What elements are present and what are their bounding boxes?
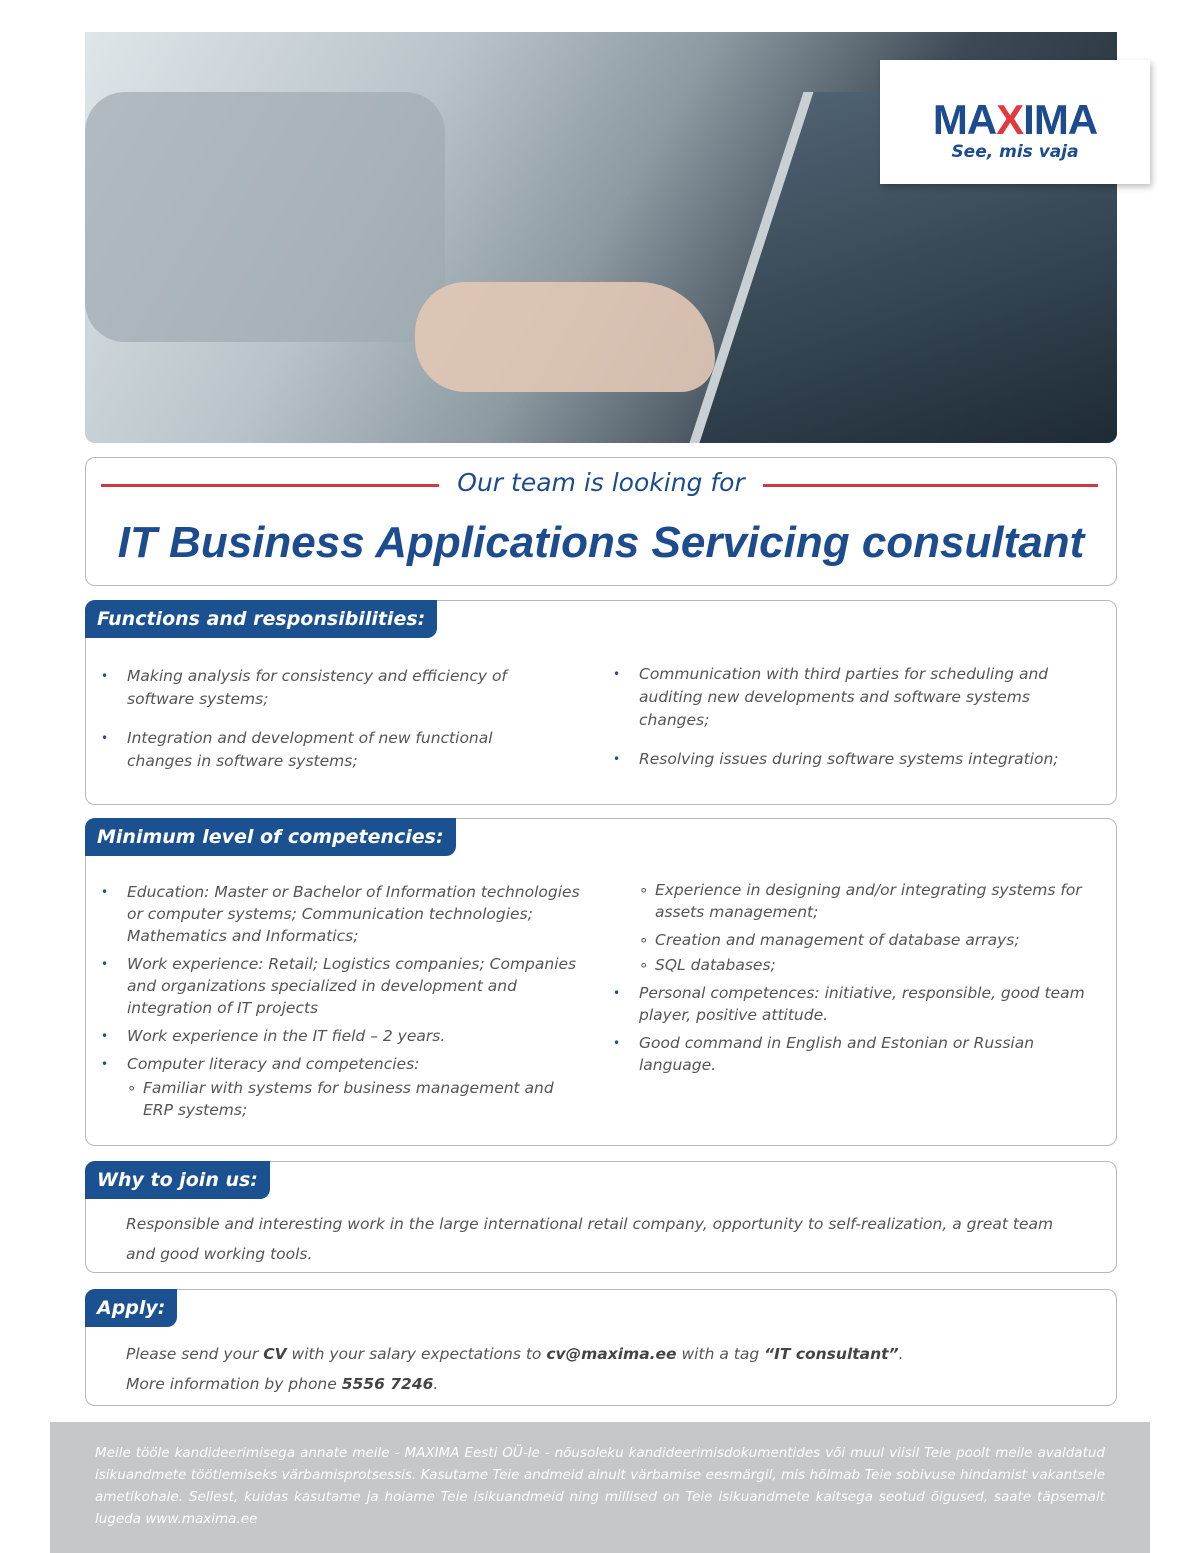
tag-label: “IT consultant”: [764, 1345, 899, 1363]
list-item: • Making analysis for consistency and efficiency of software systems;: [101, 665, 561, 711]
photo-sleeve: [85, 92, 445, 342]
title-box: [85, 457, 1117, 586]
list-item: • Computer literacy and competencies:: [101, 1053, 581, 1075]
list-item: • Work experience in the IT field – 2 years.: [101, 1025, 581, 1047]
list-item: • Education: Master or Bachelor of Information technologies or computer systems; Communication technologies; Mathematics and Informatics;: [101, 881, 581, 947]
sub-list-item: ∘ Familiar with systems for business management and ERP systems;: [101, 1077, 581, 1121]
phone-number: 5556 7246: [341, 1375, 434, 1393]
list-item: • Good command in English and Estonian or Russian language.: [613, 1032, 1103, 1076]
job-title: IT Business Applications Servicing consultant: [117, 518, 1085, 567]
functions-left: [101, 665, 561, 789]
cv-label: CV: [263, 1345, 287, 1363]
list-item: • Personal competences: initiative, responsible, good team player, positive attitude.: [613, 982, 1103, 1026]
competencies-right: [613, 879, 1103, 1082]
why-text: Responsible and interesting work in the large international retail company, opportunity to self-realization, a great team and good working tools.: [126, 1215, 1054, 1263]
apply-section: [85, 1289, 1117, 1406]
sub-list-item: ∘ Creation and management of database arrays;: [613, 929, 1103, 951]
functions-section: [85, 600, 1117, 805]
email-link[interactable]: cv@maxima.ee: [546, 1345, 677, 1363]
section-header: Minimum level of competencies:: [85, 818, 456, 856]
list-item: • Resolving issues during software systems integration;: [613, 748, 1103, 771]
why-section: [85, 1161, 1117, 1273]
competencies-section: [85, 818, 1117, 1146]
logo-tagline: See, mis vaja: [951, 142, 1079, 162]
logo-wordmark: MAXIMA: [932, 96, 1098, 143]
functions-right: [613, 663, 1103, 787]
competencies-left: [101, 881, 581, 1127]
sub-list-item: ∘ Experience in designing and/or integrating systems for assets management;: [613, 879, 1103, 923]
list-item: • Integration and development of new functional changes in software systems;: [101, 727, 561, 773]
list-item: • Work experience: Retail; Logistics companies; Companies and organizations specialized in development and integration of IT projects: [101, 953, 581, 1019]
section-header: Why to join us:: [85, 1161, 270, 1199]
sub-list-item: ∘ SQL databases;: [613, 954, 1103, 976]
list-item: • Communication with third parties for scheduling and auditing new developments and software systems changes;: [613, 663, 1103, 732]
photo-hand: [415, 282, 715, 392]
apply-text: Please send your CV with your salary expectations to cv@maxima.ee with a tag “IT consultant”. More information by phone 5556 7246.: [126, 1345, 904, 1393]
job-title-wrap: [86, 518, 1116, 568]
privacy-footer: Meile tööle kandideerimisega annate meile - MAXIMA Eesti OÜ-le - nõusoleku kandideerimisdokumentides või muul viisil Teie poolt meile avaldatud isikuandmete töötlemiseks värbamisprotsessis. Kasutame Teie andmeid ainult värbamise eesmärgil, mis hõlmab Teie sobivuse hindamist vakantsele ametikohale. Sellest, kuidas kasutame ja hoiame Teie isikuandmeid ning millised on Teie isikuandmete kaitsega seotud õigused, saate täpsemalt lugeda www.maxima.ee: [50, 1422, 1150, 1553]
maxima-logo: [880, 60, 1150, 184]
section-header: Functions and responsibilities:: [85, 600, 437, 638]
subtitle: Our team is looking for: [457, 468, 745, 497]
section-header: Apply:: [85, 1289, 177, 1327]
